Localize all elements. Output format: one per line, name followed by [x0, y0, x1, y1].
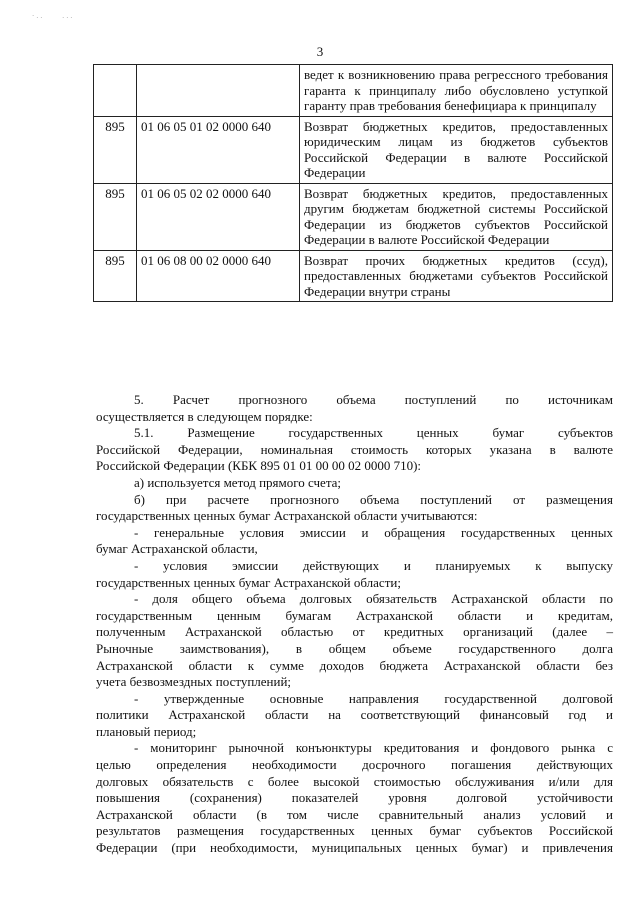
table-row — [94, 116, 613, 183]
text-line: долговых обязательств с более высокой стоимостью обслуживания и/или для — [96, 773, 613, 789]
table-row — [94, 65, 613, 117]
text-line: осуществляется в следующем порядке: — [96, 408, 313, 424]
text-line: Астраханской области к сумме доходов бюджета Астраханской области без — [96, 657, 613, 673]
text-line: - условия эмиссии действующих и планируемых к выпуску — [134, 557, 613, 573]
description-cell: Возврат бюджетных кредитов, предоставленных другим бюджетам бюджетной системы Российской Федерации из бюджетов субъектов Российской Федерации в валюте Российской Федерации — [300, 183, 613, 250]
text-line: - доля общего объема долговых обязательств Астраханской области по — [134, 591, 613, 607]
text-line: а) используется метод прямого счета; — [134, 474, 342, 490]
text-line: учета безвозмездных поступлений; — [96, 674, 292, 690]
text-line: б) при расчете прогнозного объема поступлений от размещения — [134, 491, 613, 507]
text-line: - мониторинг рыночной конъюнктуры кредитования и фондового рынка с — [134, 740, 613, 756]
body-text — [96, 392, 613, 857]
text-line: Российской Федерации, номинальная стоимость которых указана в валюте — [96, 441, 613, 457]
description-cell: Возврат прочих бюджетных кредитов (ссуд), предоставленных бюджетами субъектов Российской Федерации внутри страны — [300, 250, 613, 302]
text-line: Российской Федерации (КБК 895 01 01 00 00 02 0000 710): — [96, 458, 422, 474]
code-cell: 895 — [94, 183, 137, 250]
text-line: результатов размещения государственных ценных бумаг субъектов Российской — [96, 823, 613, 839]
text-line: Федерации (при необходимости, муниципальных ценных бумаг) и привлечения — [96, 840, 613, 856]
budget-sources-table — [93, 64, 613, 302]
text-line: государственным ценным бумагам Астраханской области и кредитам, — [96, 607, 613, 623]
description-cell: Возврат бюджетных кредитов, предоставленных юридическим лицам из бюджетов субъектов Российской Федерации в валюте Российской Федерации — [300, 116, 613, 183]
text-line: Астраханской области (в том числе сравнительный анализ условий и — [96, 806, 613, 822]
kbk-cell: 01 06 08 00 02 0000 640 — [137, 250, 300, 302]
description-cell: ведет к возникновению права регрессного требования гаранта к принципалу либо обусловлено уступкой гаранту прав требования бенефициара к принципалу — [300, 65, 613, 117]
text-line: повышения (сохранения) показателей уровня долговой устойчивости — [96, 790, 613, 806]
table-row — [94, 250, 613, 302]
text-line: Рыночные заимствования), в общем объеме государственного долга — [96, 640, 613, 656]
text-line: бумаг Астраханской области, — [96, 541, 258, 557]
text-line: полученным Астраханской областью от кредитных организаций (далее – — [96, 624, 613, 640]
scan-mark-top-left: ` · · — [32, 14, 43, 22]
text-line: государственных ценных бумаг Астраханской области; — [96, 574, 401, 590]
text-line: - генеральные условия эмиссии и обращения государственных ценных — [134, 524, 613, 540]
kbk-cell — [137, 65, 300, 117]
text-line: 5.1. Размещение государственных ценных бумаг субъектов — [134, 425, 613, 441]
kbk-cell: 01 06 05 02 02 0000 640 — [137, 183, 300, 250]
text-line: плановый период; — [96, 723, 197, 739]
text-line: - утвержденные основные направления государственной долговой — [134, 690, 613, 706]
code-cell: 895 — [94, 116, 137, 183]
code-cell — [94, 65, 137, 117]
kbk-cell: 01 06 05 01 02 0000 640 — [137, 116, 300, 183]
code-cell: 895 — [94, 250, 137, 302]
page-number: 3 — [316, 44, 324, 59]
scan-mark-top: · · · — [62, 14, 73, 22]
text-line: политики Астраханской области на соответствующий финансовый год и — [96, 707, 613, 723]
table-row — [94, 183, 613, 250]
text-line: целью определения необходимости досрочного погашения действующих — [96, 757, 613, 773]
text-line: государственных ценных бумаг Астраханской области учитываются: — [96, 508, 478, 524]
text-line: 5. Расчет прогнозного объема поступлений по источникам — [134, 392, 613, 407]
